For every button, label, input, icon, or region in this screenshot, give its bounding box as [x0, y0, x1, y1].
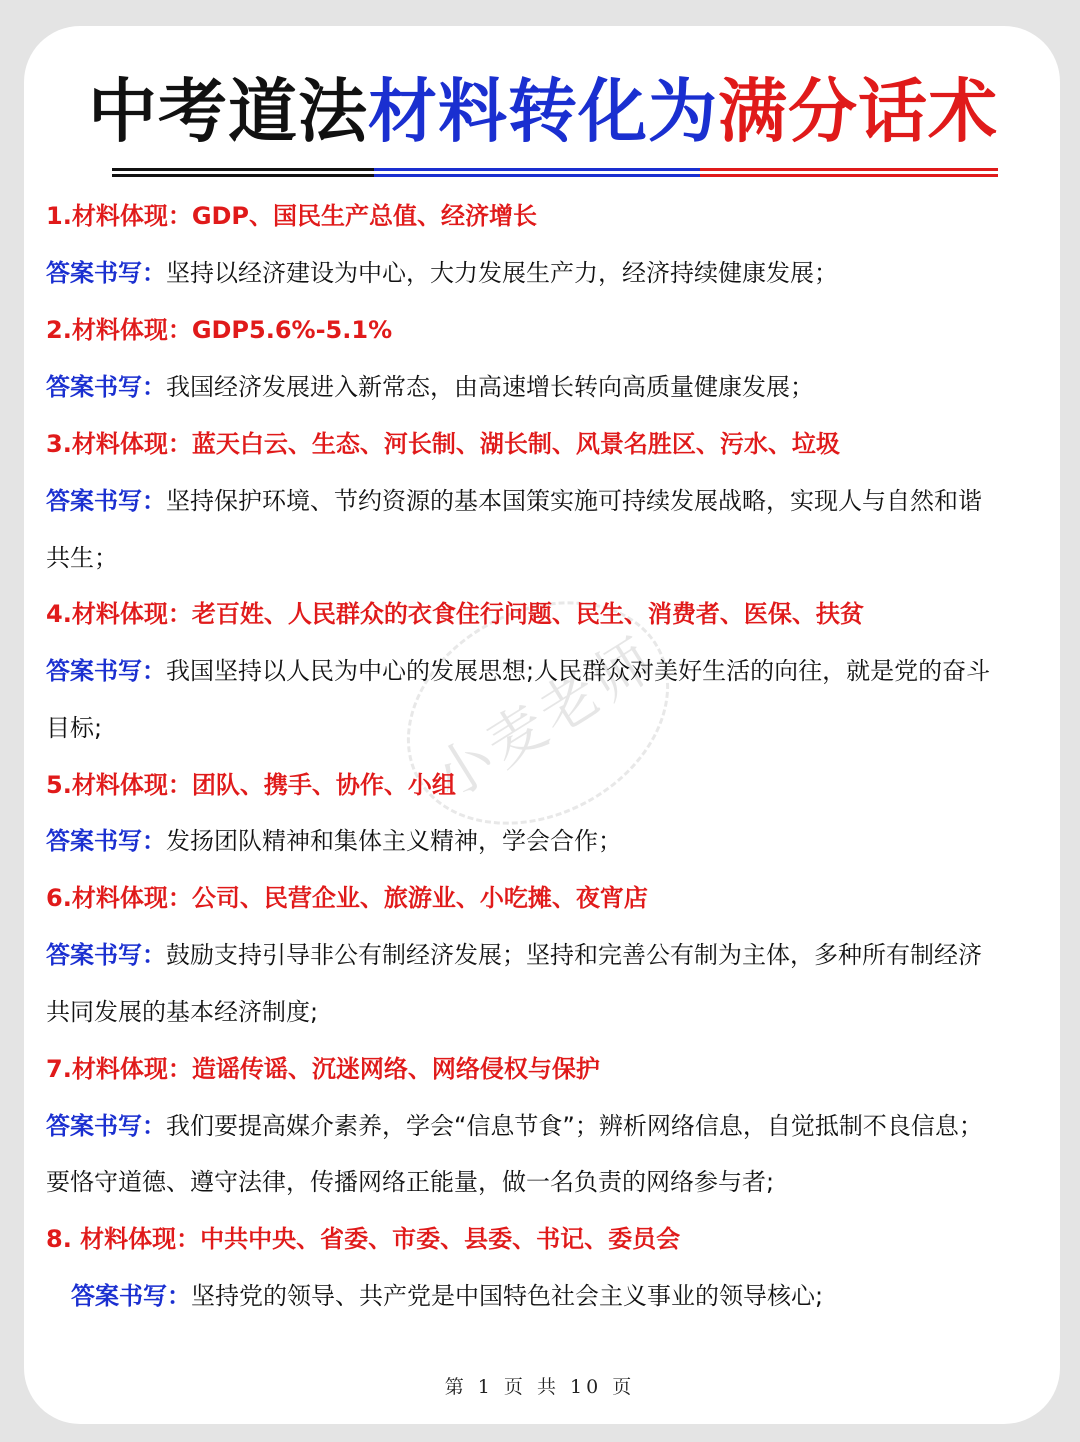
answer-line-4 — [46, 655, 1046, 687]
material-line-7: 7.材料体现：造谣传谣、沉迷网络、网络侵权与保护 — [46, 1055, 600, 1083]
material-line-1: 1.材料体现：GDP、国民生产总值、经济增长 — [46, 202, 538, 230]
title-underline-blue-2 — [374, 174, 700, 177]
answer-line-3-cont: 共生； — [46, 544, 118, 572]
material-line-4: 4.材料体现：老百姓、人民群众的衣食住行问题、民生、消费者、医保、扶贫 — [46, 600, 864, 628]
title-underline-black — [112, 168, 374, 171]
answer-label: 答案书写： — [46, 487, 166, 515]
title-block — [88, 70, 998, 180]
answer-line-6-cont: 共同发展的基本经济制度; — [46, 998, 319, 1026]
answer-line-8 — [71, 1280, 1031, 1312]
answer-line-6 — [46, 939, 1046, 971]
title-underline-blue — [374, 168, 700, 171]
material-line-6: 6.材料体现：公司、民营企业、旅游业、小吃摊、夜宵店 — [46, 884, 648, 912]
answer-label: 答案书写： — [46, 941, 166, 969]
answer-line-7 — [46, 1110, 1046, 1142]
answer-text: 坚持党的领导、共产党是中国特色社会主义事业的领导核心; — [191, 1282, 824, 1310]
answer-text: 发扬团队精神和集体主义精神，学会合作； — [166, 827, 622, 855]
page-title — [88, 72, 998, 152]
answer-label: 答案书写： — [71, 1282, 191, 1310]
title-part-1: 中考道法 — [88, 72, 368, 152]
answer-line-2 — [46, 371, 1046, 403]
title-part-2: 材料转化为 — [368, 72, 718, 152]
answer-label: 答案书写： — [46, 1112, 166, 1140]
answer-line-5 — [46, 825, 1046, 857]
answer-text: 我国坚持以人民为中心的发展思想;人民群众对美好生活的向往，就是党的奋斗 — [166, 657, 991, 685]
answer-label: 答案书写： — [46, 827, 166, 855]
answer-label: 答案书写： — [46, 657, 166, 685]
answer-text: 坚持保护环境、节约资源的基本国策实施可持续发展战略，实现人与自然和谐 — [166, 487, 982, 515]
title-underline-red-2 — [700, 174, 998, 177]
answer-label: 答案书写： — [46, 373, 166, 401]
watermark-text: 小麦老师 — [421, 623, 668, 813]
answer-text: 坚持以经济建设为中心，大力发展生产力，经济持续健康发展； — [166, 259, 838, 287]
material-line-5: 5.材料体现：团队、携手、协作、小组 — [46, 771, 456, 799]
answer-line-4-cont: 目标; — [46, 714, 103, 742]
answer-label: 答案书写： — [46, 259, 166, 287]
answer-line-7-cont: 要恪守道德、遵守法律，传播网络正能量，做一名负责的网络参与者; — [46, 1168, 775, 1196]
title-part-3: 满分话术 — [718, 72, 998, 152]
answer-line-1 — [46, 257, 1046, 289]
material-line-8: 8. 材料体现：中共中央、省委、市委、县委、书记、委员会 — [46, 1225, 681, 1253]
answer-line-3 — [46, 485, 1046, 517]
material-line-2: 2.材料体现：GDP5.6%-5.1% — [46, 316, 393, 344]
answer-text: 我国经济发展进入新常态，由高速增长转向高质量健康发展； — [166, 373, 814, 401]
title-underline-red — [700, 168, 998, 171]
page-number: 第 1 页 共 10 页 — [444, 1376, 636, 1398]
answer-text: 我们要提高媒介素养，学会“信息节食”；辨析网络信息，自觉抵制不良信息； — [166, 1112, 983, 1140]
answer-text: 鼓励支持引导非公有制经济发展；坚持和完善公有制为主体，多种所有制经济 — [166, 941, 982, 969]
title-underline-black-2 — [112, 174, 374, 177]
material-line-3: 3.材料体现：蓝天白云、生态、河长制、湖长制、风景名胜区、污水、垃圾 — [46, 430, 840, 458]
